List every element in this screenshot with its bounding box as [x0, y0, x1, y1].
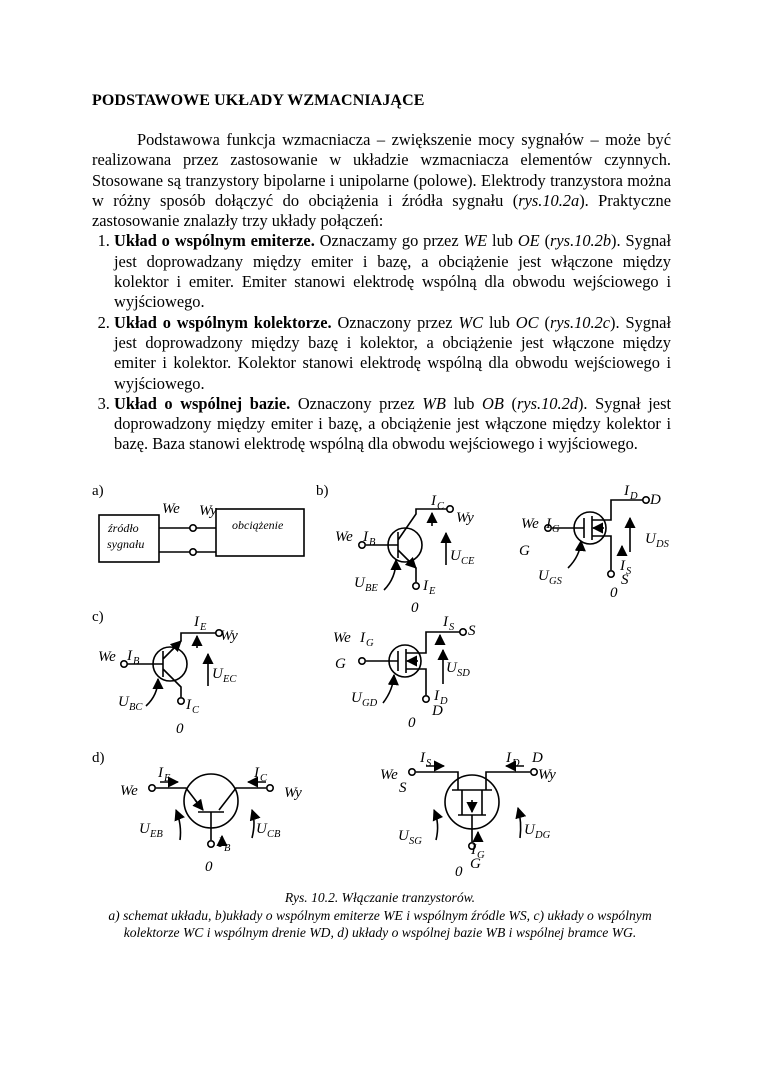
- voltage-arrow: [518, 808, 521, 838]
- figure-reference: rys.10.2b: [550, 231, 612, 251]
- current-label: I: [363, 529, 368, 545]
- abbreviation: WE: [463, 231, 488, 251]
- subscript: B: [369, 537, 376, 548]
- input-terminal: [409, 769, 415, 775]
- ground-terminal: [208, 841, 214, 847]
- list-text: ). Sygnał jest doprowadzany między emiter i bazę, a obciążenie jest włączone między kolektor i emiter. Emiter stanowi elektrodę wspólną dla obwodu wejściowego i wyjściowego.: [114, 231, 671, 312]
- figure-reference: rys.10.2c: [549, 312, 611, 332]
- subscript: C: [192, 705, 200, 716]
- panel-d-common-base: [92, 750, 302, 875]
- subscript: S: [426, 758, 432, 769]
- current-label: I: [620, 558, 625, 574]
- source-label: S: [468, 623, 476, 639]
- current-label: I: [546, 516, 551, 532]
- subscript: G: [366, 638, 374, 649]
- subscript: G: [477, 850, 485, 861]
- we-label: We: [98, 649, 116, 665]
- subscript: E: [200, 622, 207, 633]
- output-terminal: [267, 785, 273, 791]
- list-item-heading: Układ o wspólnym emiterze.: [114, 231, 315, 251]
- current-label: I: [420, 750, 425, 766]
- ground-terminal: [423, 696, 429, 702]
- intro-text-end: ). Praktyczne zastosowanie znalazły trzy układy połączeń:: [92, 190, 671, 231]
- ground-terminal: [608, 571, 614, 577]
- signal-source-label: źródło: [108, 521, 139, 535]
- ground-label: 0: [411, 600, 419, 616]
- list-text: (: [503, 393, 517, 413]
- current-label: I: [360, 630, 365, 646]
- panel-label-a: a): [92, 483, 104, 499]
- wy-label: Wy: [220, 628, 238, 644]
- subscript: B: [133, 656, 140, 667]
- panel-c-common-collector: [92, 609, 238, 737]
- wy-label: Wy: [456, 510, 474, 526]
- panel-label-c: c): [92, 609, 104, 625]
- current-label: I: [471, 842, 476, 858]
- panel-b-common-emitter: [316, 483, 475, 616]
- current-label: I: [158, 765, 163, 781]
- list-text: ). Sygnał jest doprowadzony między emiter i bazę, a obciążenie jest włączone między kolektor i bazę. Baza stanowi elektrodę wspólną dla obwodu wejściowego i wyjściowego.: [114, 393, 672, 454]
- subscript: S: [449, 622, 455, 633]
- intro-text: Podstawowa funkcja wzmacniacza – zwiększenie mocy sygnałów – może być realizowana przez zastosowanie w układzie wzmacniacza elementów czynnych. Stosowane są tranzystory bipolarne i unipolarne (polowe). Elektrody tranzystora można w różny sposób dołączyć do obciążenia i źródła sygnału (: [92, 130, 671, 210]
- gate-label: G: [470, 856, 481, 872]
- panel-label-d: d): [92, 750, 105, 766]
- current-label: I: [443, 614, 448, 630]
- connection-wires: [159, 528, 216, 552]
- voltage-label: U: [118, 694, 129, 710]
- voltage-label: U: [398, 828, 409, 844]
- page-title: PODSTAWOWE UKŁADY WZMACNIAJĄCE: [92, 92, 425, 109]
- subscript: CB: [267, 829, 281, 840]
- current-label: I: [186, 697, 191, 713]
- we-label: We: [335, 529, 353, 545]
- gate-label: G: [519, 543, 530, 559]
- wy-label: Wy: [538, 767, 556, 783]
- subscript: SD: [457, 668, 470, 679]
- ground-label: 0: [205, 859, 213, 875]
- list-text: lub: [445, 393, 483, 413]
- voltage-label: U: [645, 531, 656, 547]
- subscript: EB: [150, 829, 163, 840]
- output-terminal: [447, 506, 453, 512]
- abbreviation: OC: [515, 312, 539, 332]
- ground-terminal: [413, 583, 419, 589]
- abbreviation: OB: [482, 393, 504, 413]
- voltage-label: U: [538, 568, 549, 584]
- caption-description: a) schemat układu, b)układy o wspólnym emiterze WE i wspólnym źródle WS, c) układy o wspólnym kolektorze WC i wspólnym drenie WD, d) układy o wspólnej bazie WB i wspólnej bramce WG.: [108, 907, 652, 940]
- abbreviation: WC: [458, 312, 484, 332]
- voltage-label: U: [212, 666, 223, 682]
- voltage-arrow: [568, 541, 581, 568]
- input-terminal: [190, 525, 196, 531]
- figure-caption: [80, 889, 680, 942]
- current-label: I: [194, 614, 199, 630]
- subscript: D: [630, 491, 638, 502]
- caption-title: Rys. 10.2. Włączanie tranzystorów.: [284, 890, 476, 905]
- wy-label: Wy: [199, 503, 217, 519]
- subscript: EC: [223, 674, 237, 685]
- panel-a-block-diagram: [92, 483, 304, 562]
- current-label: I: [218, 835, 223, 851]
- voltage-arrow: [146, 679, 158, 706]
- list-item-heading: Układ o wspólnym kolektorze.: [114, 312, 332, 332]
- voltage-arrow: [252, 810, 254, 838]
- subscript: DS: [656, 539, 669, 550]
- figure-reference: rys.10.2a: [518, 190, 580, 210]
- list-text: (: [539, 231, 551, 251]
- we-label: We: [380, 767, 398, 783]
- subscript: GS: [549, 576, 562, 587]
- ground-label: 0: [455, 864, 463, 880]
- subscript: DG: [535, 830, 551, 841]
- voltage-arrow: [384, 560, 396, 590]
- output-terminal: [531, 769, 537, 775]
- current-label: I: [434, 688, 439, 704]
- current-label: I: [624, 483, 629, 499]
- drain-label: D: [650, 492, 661, 508]
- ground-terminal: [178, 698, 184, 704]
- subscript: C: [437, 501, 445, 512]
- current-label: I: [127, 648, 132, 664]
- list-text: Oznaczamy go przez: [314, 231, 464, 251]
- we-label: We: [333, 630, 351, 646]
- signal-source-label-2: sygnału: [107, 537, 145, 551]
- input-terminal: [359, 658, 365, 664]
- panel-label-b: b): [316, 483, 329, 499]
- voltage-arrow: [383, 675, 394, 703]
- source-label: S: [399, 780, 407, 796]
- abbreviation: OE: [517, 231, 540, 251]
- list-text: Oznaczony przez: [331, 312, 459, 332]
- current-label: I: [254, 765, 259, 781]
- bjt-leads: [156, 788, 266, 840]
- current-label: I: [506, 750, 511, 766]
- bjt-leads: [366, 509, 447, 582]
- list-item-heading: Układ o wspólnej bazie.: [114, 393, 291, 413]
- subscript: SG: [409, 836, 422, 847]
- voltage-label: U: [446, 660, 457, 676]
- panel-d-common-gate: [380, 750, 556, 880]
- voltage-arrow: [176, 810, 181, 840]
- current-label: I: [431, 493, 436, 509]
- subscript: C: [260, 773, 268, 784]
- subscript: D: [440, 696, 448, 707]
- subscript: BE: [365, 583, 378, 594]
- voltage-arrow: [434, 810, 438, 840]
- gate-label: G: [335, 656, 346, 672]
- list-text: Oznaczony przez: [290, 393, 423, 413]
- voltage-label: U: [139, 821, 150, 837]
- voltage-label: U: [354, 575, 365, 591]
- abbreviation: WB: [422, 393, 446, 413]
- subscript: BC: [129, 702, 143, 713]
- source-label: S: [621, 572, 629, 588]
- subscript: S: [626, 566, 632, 577]
- load-label: obciążenie: [232, 518, 284, 532]
- subscript: D: [512, 758, 520, 769]
- voltage-label: U: [351, 690, 362, 706]
- panel-c-common-drain: [333, 614, 476, 731]
- we-label: We: [120, 783, 138, 799]
- subscript: B: [224, 843, 231, 854]
- list-text: lub: [483, 312, 516, 332]
- output-terminal: [190, 549, 196, 555]
- voltage-label: U: [256, 821, 267, 837]
- panel-b-common-source: [519, 483, 670, 601]
- we-label: We: [521, 516, 539, 532]
- subscript: G: [552, 524, 560, 535]
- current-label: I: [423, 578, 428, 594]
- voltage-label: U: [524, 822, 535, 838]
- voltage-label: U: [450, 548, 461, 564]
- bjt-leads: [127, 633, 216, 697]
- ground-label: 0: [610, 585, 618, 601]
- emitter-arrow: [195, 800, 203, 810]
- ground-label: 0: [176, 721, 184, 737]
- fet-leads: [416, 772, 530, 842]
- wy-label: Wy: [284, 785, 302, 801]
- ground-label: 0: [408, 715, 416, 731]
- drain-label: D: [532, 750, 543, 766]
- drain-label: D: [432, 703, 443, 719]
- load-box: [216, 509, 304, 556]
- we-label: We: [162, 501, 180, 517]
- figure-reference: rys.10.2d: [516, 393, 578, 413]
- output-terminal: [643, 497, 649, 503]
- input-terminal: [149, 785, 155, 791]
- subscript: CE: [461, 556, 475, 567]
- output-terminal: [460, 629, 466, 635]
- subscript: E: [164, 773, 171, 784]
- list-text: ). Sygnał jest doprowadzony między bazę i kolektor, a obciążenie jest włączone między emiter i kolektor. Kolektor stanowi elektrodę wspólną dla obwodu wejściowego i wyjściowego.: [114, 312, 672, 393]
- subscript: E: [429, 586, 436, 597]
- list-text: lub: [487, 231, 518, 251]
- subscript: GD: [362, 698, 378, 709]
- list-text: (: [538, 312, 550, 332]
